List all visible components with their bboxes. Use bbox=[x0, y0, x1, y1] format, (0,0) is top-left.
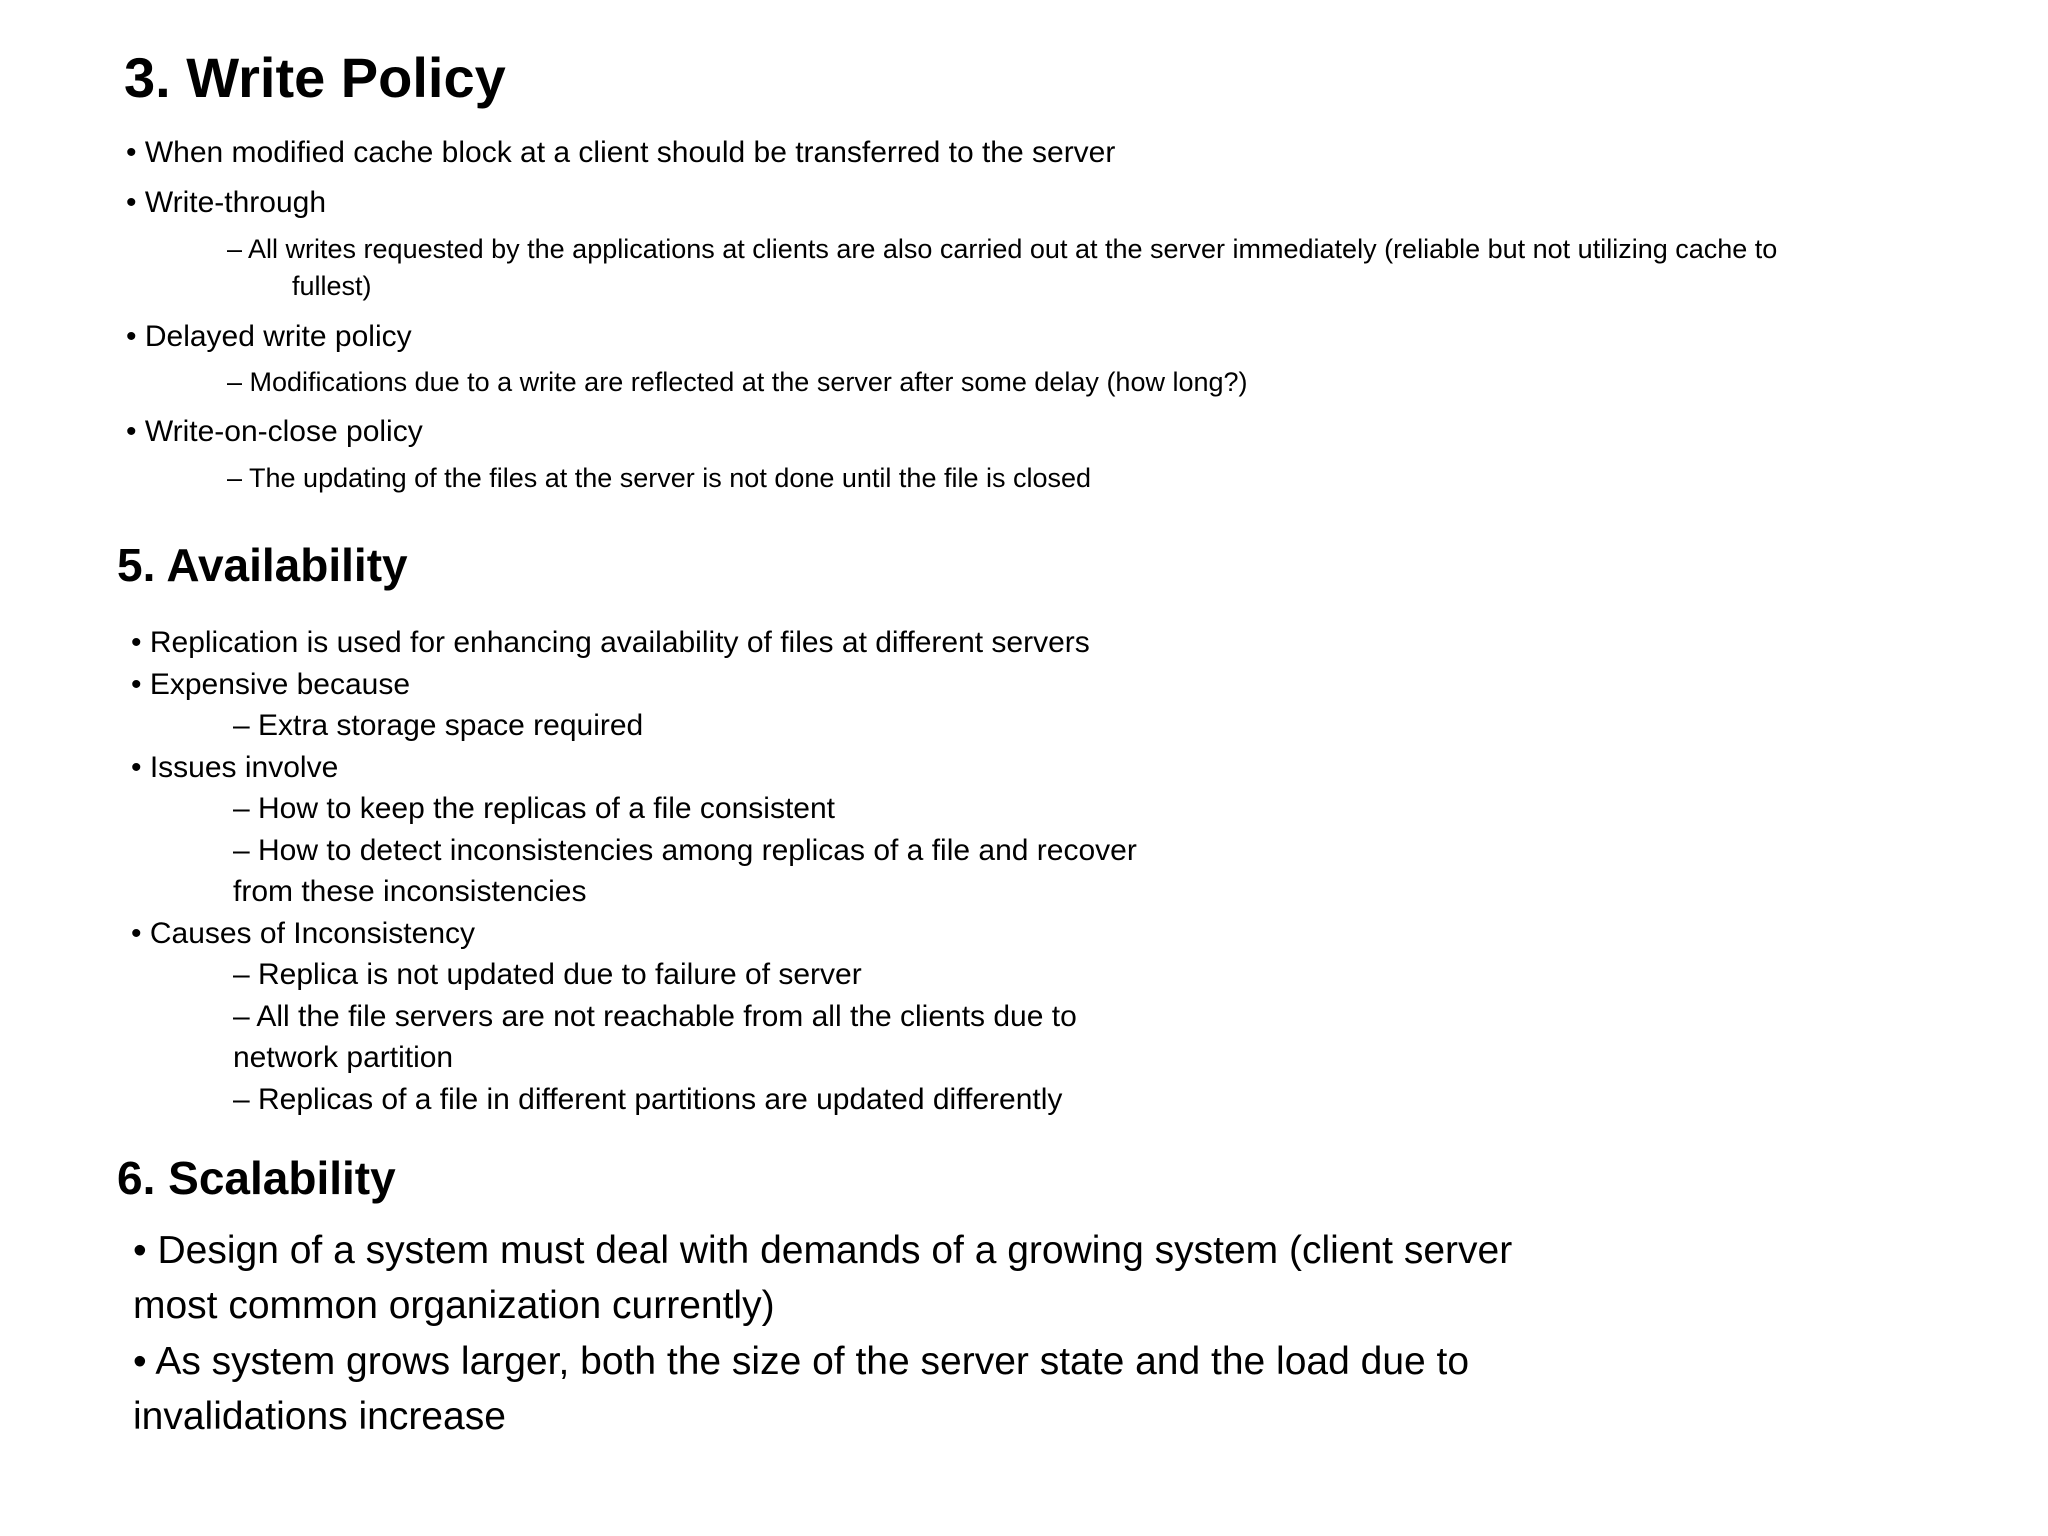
availability-line: • Expensive because bbox=[131, 668, 411, 701]
write-policy-line: • When modified cache block at a client should be transferred to the server bbox=[126, 136, 1116, 169]
availability-line: – Replicas of a file in different partitions are updated differently bbox=[233, 1083, 1063, 1116]
write-policy-line: • Write-through bbox=[126, 186, 327, 219]
scalability-title: 6. Scalability bbox=[117, 1152, 396, 1204]
availability-line: from these inconsistencies bbox=[233, 875, 587, 908]
write-policy-line: fullest) bbox=[292, 271, 372, 301]
write-policy-title: 3. Write Policy bbox=[124, 46, 506, 109]
availability-title: 5. Availability bbox=[117, 539, 408, 591]
scalability-line: most common organization currently) bbox=[133, 1284, 775, 1327]
availability-line: • Replication is used for enhancing availability of files at different servers bbox=[131, 626, 1090, 659]
availability-line: • Causes of Inconsistency bbox=[131, 917, 476, 950]
write-policy-line: • Write-on-close policy bbox=[126, 415, 423, 448]
availability-line: – How to keep the replicas of a file consistent bbox=[233, 792, 835, 825]
write-policy-line: – The updating of the files at the server is not done until the file is closed bbox=[227, 463, 1092, 493]
write-policy-line: – Modifications due to a write are reflected at the server after some delay (how long?) bbox=[227, 367, 1248, 397]
availability-line: – How to detect inconsistencies among replicas of a file and recover bbox=[233, 834, 1137, 867]
availability-line: • Issues involve bbox=[131, 751, 339, 784]
availability-line: – Replica is not updated due to failure of server bbox=[233, 958, 862, 991]
write-policy-line: • Delayed write policy bbox=[126, 320, 412, 353]
availability-line: – All the file servers are not reachable from all the clients due to bbox=[233, 1000, 1077, 1033]
availability-line: network partition bbox=[233, 1041, 454, 1074]
scalability-line: invalidations increase bbox=[133, 1395, 506, 1438]
scalability-line: • Design of a system must deal with demands of a growing system (client server bbox=[133, 1229, 1513, 1272]
write-policy-line: – All writes requested by the applications at clients are also carried out at the server immediately (reliable but not utilizing cache to bbox=[227, 234, 1778, 264]
availability-line: – Extra storage space required bbox=[233, 709, 644, 742]
scalability-line: • As system grows larger, both the size of the server state and the load due to bbox=[133, 1340, 1470, 1383]
